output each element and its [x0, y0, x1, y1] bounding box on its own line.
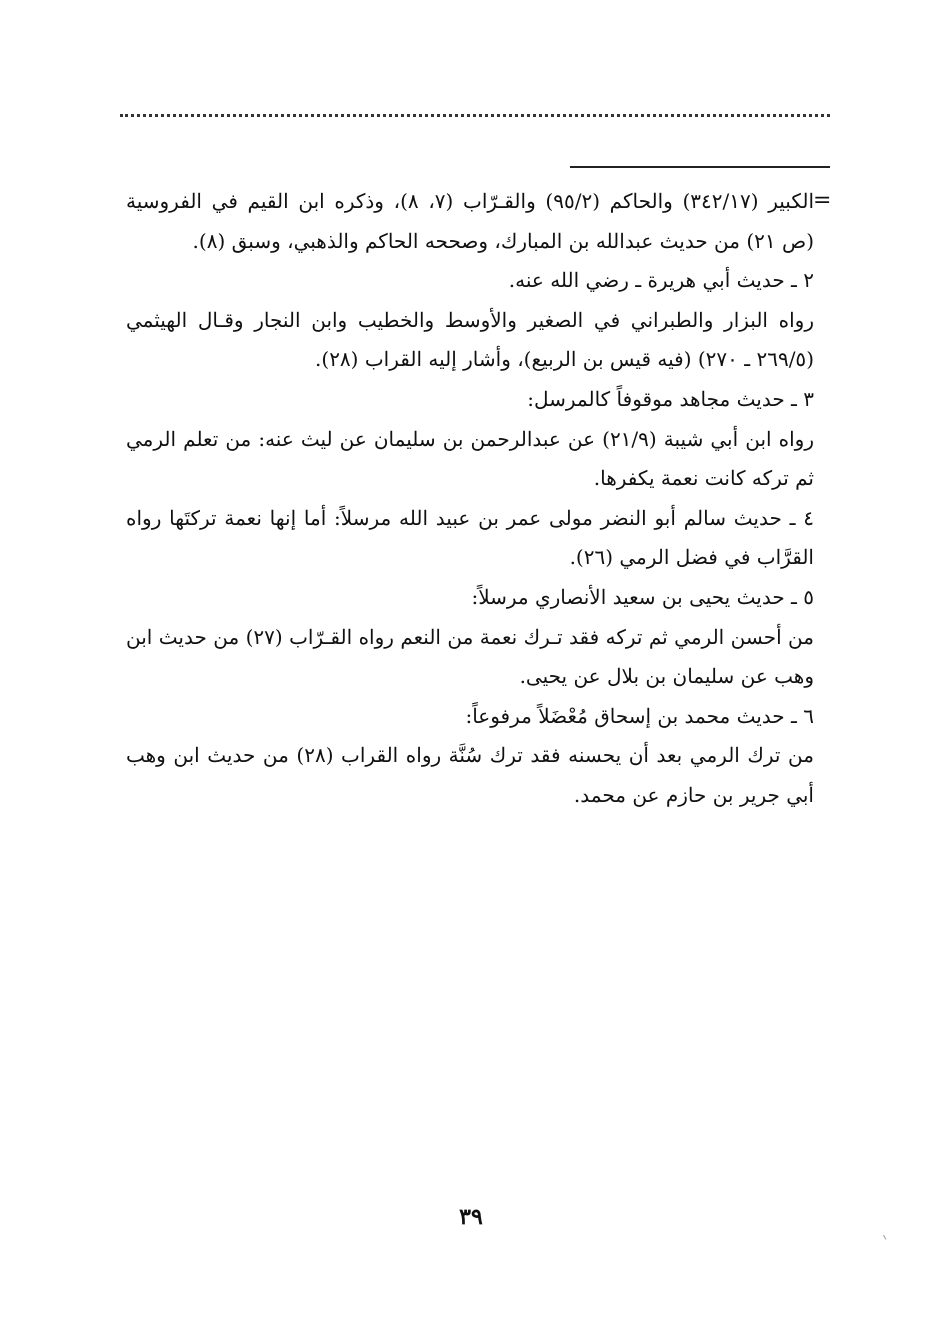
paragraph-continued-citation: الكبير (٣٤٢/١٧) والحاكم (٩٥/٢) والقـرّاب (٧، ٨)، وذكره ابن القيم في الفروسية (ص ٢١) من حديث عبدالله بن المبارك، وصححه الحاكم والذهبي، وسبق (٨).	[126, 189, 815, 253]
heading-hadith-3: ٣ ـ حديث مجاهد موقوفاً كالمرسل:	[527, 386, 814, 411]
footnote-body	[126, 182, 814, 816]
header-dotted-rule	[120, 114, 830, 117]
paragraph-hadith-2: رواه البزار والطبراني في الصغير والأوسط والخطيب وابن النجار وقـال الهيثمي (٢٦٩/٥ ـ ٢٧٠) (فيه قيس بن الربيع)، وأشار إليه القراب (٢٨).	[126, 307, 814, 372]
paragraph-hadith-5: من أحسن الرمي ثم تركه فقد تـرك نعمة من النعم رواه القـرّاب (٢٧) من حديث ابن وهب عن سليمان بن بلال عن يحيى.	[126, 624, 814, 689]
continuation-mark: =	[813, 188, 832, 213]
heading-hadith-5: ٥ ـ حديث يحيى بن سعيد الأنصاري مرسلاً:	[471, 584, 814, 609]
footnote-separator-rule	[570, 166, 830, 168]
scan-speck	[883, 1233, 889, 1239]
page-number: ٣٩	[459, 1204, 483, 1230]
paragraph-hadith-4: ٤ ـ حديث سالم أبو النضر مولى عمر بن عبيد الله مرسلاً: أما إنها نعمة تركتَها رواه القرَّاب في فضل الرمي (٢٦).	[126, 505, 814, 570]
heading-hadith-2: ٢ ـ حديث أبي هريرة ـ رضي الله عنه.	[508, 268, 814, 293]
heading-hadith-6: ٦ ـ حديث محمد بن إسحاق مُعْضَلاً مرفوعاً:	[465, 703, 814, 728]
paragraph-hadith-6: من ترك الرمي بعد أن يحسنه فقد ترك سُنَّة رواه القراب (٢٨) من حديث ابن وهب أبي جرير بن حازم عن محمد.	[126, 743, 814, 807]
paragraph-hadith-3: رواه ابن أبي شيبة (٢١/٩) عن عبدالرحمن بن سليمان عن ليث عنه: من تعلم الرمي ثم تركه كانت نعمة يكفرها.	[126, 426, 814, 491]
